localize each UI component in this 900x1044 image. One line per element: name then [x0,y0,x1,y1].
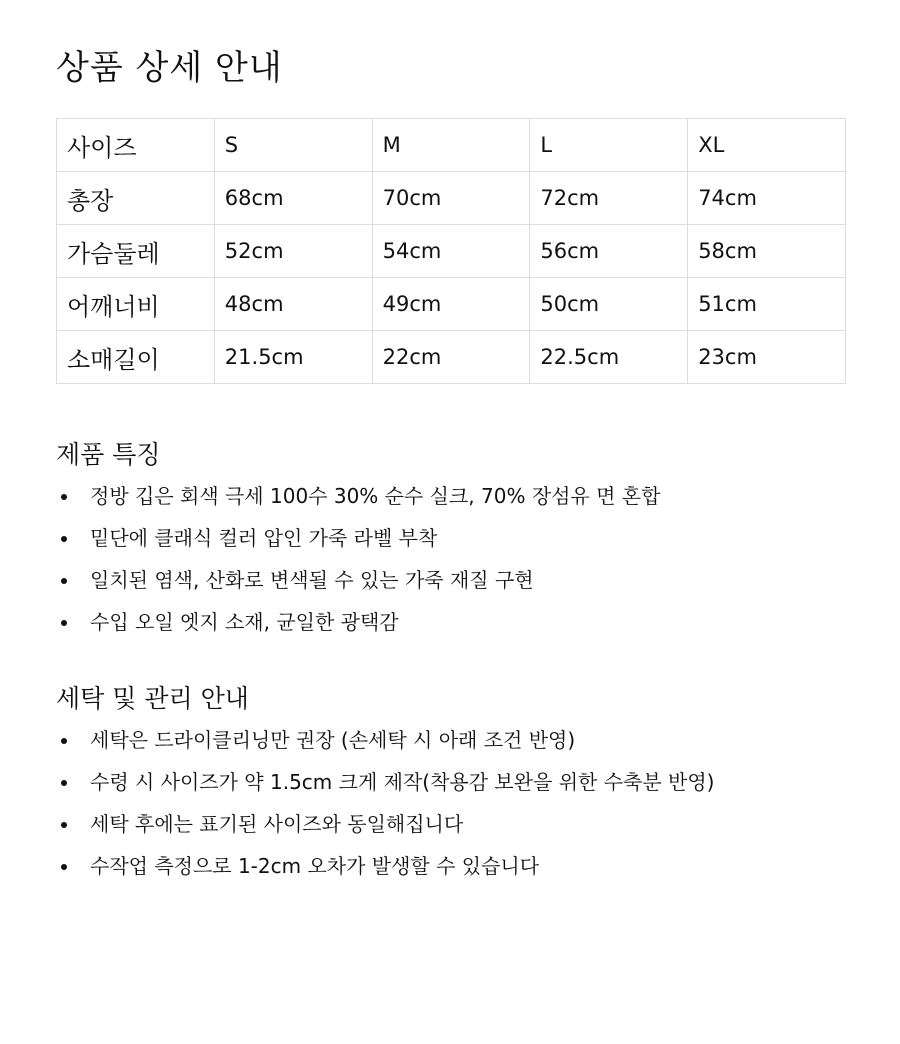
row-label-chest: 가슴둘레 [57,225,215,278]
list-item [56,761,846,803]
bullet-icon [61,494,67,500]
bullet-icon [61,620,67,626]
table-row-shoulder [57,278,846,331]
row-label-size: 사이즈 [57,119,215,172]
row-label-total-length: 총장 [57,172,215,225]
table-cell: 72cm [530,172,688,225]
size-header-m: M [372,119,530,172]
list-item-text: 밑단에 클래식 컬러 압인 가죽 라벨 부착 [90,526,438,550]
list-item [56,601,846,643]
features-section [56,437,846,643]
table-cell: 21.5cm [214,331,372,384]
list-item [56,719,846,761]
list-item-text: 일치된 염색, 산화로 변색될 수 있는 가죽 재질 구현 [90,568,534,592]
list-item [56,803,846,845]
size-table [56,118,846,384]
row-label-sleeve: 소매길이 [57,331,215,384]
table-cell: 22cm [372,331,530,384]
table-cell: 52cm [214,225,372,278]
bullet-icon [61,738,67,744]
table-row-total-length [57,172,846,225]
table-row-sleeve [57,331,846,384]
list-item-text: 수령 시 사이즈가 약 1.5cm 크게 제작(착용감 보완을 위한 수축분 반영) [90,770,715,794]
care-list [56,719,846,887]
bullet-icon [61,780,67,786]
list-item-text: 수작업 측정으로 1-2cm 오차가 발생할 수 있습니다 [90,854,540,878]
table-cell: 51cm [688,278,846,331]
bullet-icon [61,864,67,870]
page-title: 상품 상세 안내 [56,48,283,88]
care-title: 세탁 및 관리 안내 [56,684,249,713]
table-cell: 56cm [530,225,688,278]
size-header-s: S [214,119,372,172]
table-cell: 23cm [688,331,846,384]
size-header-xl: XL [688,119,846,172]
table-cell: 58cm [688,225,846,278]
table-cell: 54cm [372,225,530,278]
table-cell: 22.5cm [530,331,688,384]
list-item-text: 세탁 후에는 표기된 사이즈와 동일해집니다 [90,812,464,836]
table-cell: 74cm [688,172,846,225]
list-item-text: 정방 깁은 회색 극세 100수 30% 순수 실크, 70% 장섬유 면 혼합 [90,484,661,508]
list-item [56,517,846,559]
list-item-text: 세탁은 드라이클리닝만 권장 (손세탁 시 아래 조건 반영) [90,728,576,752]
row-label-shoulder: 어깨너비 [57,278,215,331]
bullet-icon [61,822,67,828]
table-cell: 70cm [372,172,530,225]
features-list [56,475,846,643]
table-cell: 68cm [214,172,372,225]
list-item [56,845,846,887]
list-item [56,475,846,517]
care-section [56,681,846,887]
size-header-l: L [530,119,688,172]
list-item-text: 수입 오일 엣지 소재, 균일한 광택감 [90,610,399,634]
bullet-icon [61,536,67,542]
table-cell: 50cm [530,278,688,331]
table-cell: 48cm [214,278,372,331]
table-cell: 49cm [372,278,530,331]
list-item [56,559,846,601]
bullet-icon [61,578,67,584]
table-row-header [57,119,846,172]
table-row-chest [57,225,846,278]
features-title: 제품 특징 [56,440,161,469]
